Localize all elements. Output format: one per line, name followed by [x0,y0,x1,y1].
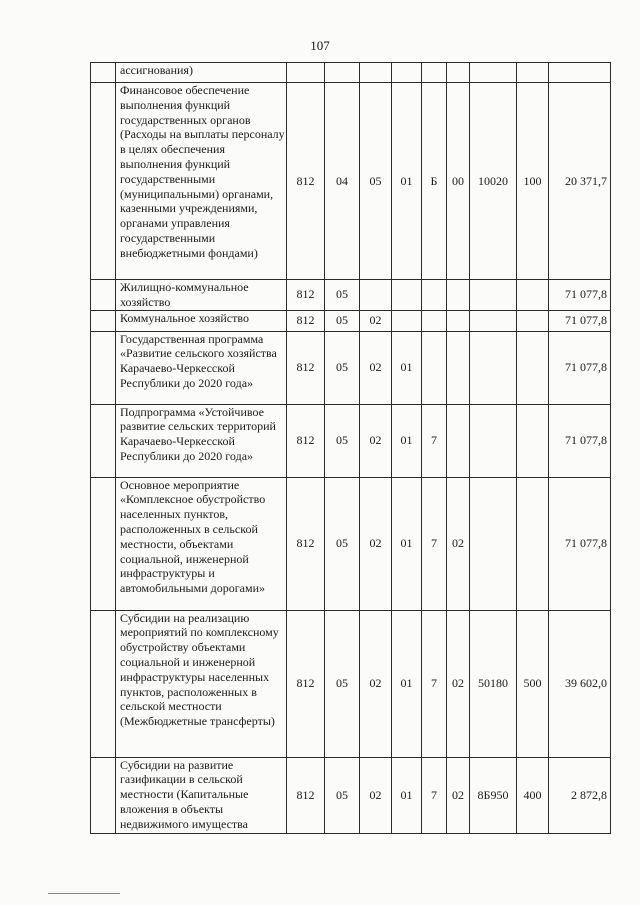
expense-name-cell: Основное мероприятие «Комплексное обустройство населенных пунктов, расположенных в сельской местности, объектами социальной, инженерной инфраструктуры и автомобильными дорогами» [116,477,287,610]
code-section-cell: 04 [325,83,360,280]
code-section-cell: 05 [325,477,360,610]
budget-table [90,62,611,834]
code-program-cell: 01 [392,477,422,610]
expense-name-cell: Подпрограмма «Устойчивое развитие сельских территорий Карачаево-Черкесской Республики до 2020 года» [116,404,287,477]
code-expense-type-cell [517,310,549,331]
code-program-cell: 01 [392,610,422,757]
row-margin-cell [91,331,116,404]
code-direction-cell: 8Б950 [470,757,517,833]
code-subsection-cell: 02 [360,757,392,833]
code-main-event-cell: 00 [447,83,470,280]
code-subprogram-cell [422,310,447,331]
code-main-event-cell [447,280,470,311]
code-direction-cell [470,280,517,311]
code-section-cell: 05 [325,310,360,331]
table-row [91,757,611,833]
code-subsection-cell: 02 [360,310,392,331]
amount-cell: 39 602,0 [549,610,611,757]
code-subprogram-cell: 7 [422,477,447,610]
code-direction-cell [470,477,517,610]
expense-name-cell: Субсидии на реализацию мероприятий по комплексному обустройству объектами социальной и инженерной инфраструктуры населенных пунктов, расположенных в сельской местности (Межбюджетные трансферты) [116,610,287,757]
code-expense-type-cell [517,477,549,610]
table-row [91,83,611,280]
expense-name-cell: Коммунальное хозяйство [116,310,287,331]
code-ministry-cell: 812 [287,610,325,757]
code-subprogram-cell: 7 [422,757,447,833]
code-expense-type-cell: 500 [517,610,549,757]
code-ministry-cell: 812 [287,477,325,610]
code-program-cell: 01 [392,331,422,404]
code-direction-cell: 10020 [470,83,517,280]
amount-cell: 71 077,8 [549,477,611,610]
code-program-cell [392,280,422,311]
code-main-event-cell: 02 [447,477,470,610]
code-subprogram-cell [422,63,447,83]
code-direction-cell [470,331,517,404]
code-ministry-cell: 812 [287,280,325,311]
code-direction-cell [470,404,517,477]
table-row [91,280,611,311]
code-program-cell: 01 [392,83,422,280]
code-subprogram-cell: Б [422,83,447,280]
amount-cell: 71 077,8 [549,310,611,331]
expense-name-cell: Субсидии на развитие газификации в сельской местности (Капитальные вложения в объекты недвижимого имущества [116,757,287,833]
row-margin-cell [91,404,116,477]
code-subsection-cell: 02 [360,477,392,610]
code-direction-cell: 50180 [470,610,517,757]
page-number: 107 [310,38,330,53]
amount-cell: 71 077,8 [549,404,611,477]
code-main-event-cell: 02 [447,610,470,757]
code-subsection-cell: 02 [360,610,392,757]
budget-table-body [91,63,611,834]
code-subsection-cell [360,63,392,83]
code-section-cell: 05 [325,610,360,757]
code-subprogram-cell: 7 [422,610,447,757]
row-margin-cell [91,63,116,83]
scan-mark [48,893,120,894]
code-ministry-cell: 812 [287,331,325,404]
code-main-event-cell [447,331,470,404]
code-expense-type-cell [517,63,549,83]
code-ministry-cell: 812 [287,83,325,280]
table-row [91,331,611,404]
code-subsection-cell: 05 [360,83,392,280]
code-ministry-cell: 812 [287,310,325,331]
row-margin-cell [91,610,116,757]
code-section-cell: 05 [325,331,360,404]
code-section-cell: 05 [325,757,360,833]
row-margin-cell [91,310,116,331]
code-expense-type-cell [517,404,549,477]
code-subsection-cell: 02 [360,331,392,404]
code-subsection-cell [360,280,392,311]
code-ministry-cell [287,63,325,83]
code-main-event-cell [447,404,470,477]
code-direction-cell [470,63,517,83]
code-section-cell: 05 [325,280,360,311]
code-subsection-cell: 02 [360,404,392,477]
code-main-event-cell: 02 [447,757,470,833]
code-section-cell: 05 [325,404,360,477]
row-margin-cell [91,477,116,610]
code-program-cell: 01 [392,757,422,833]
code-subprogram-cell: 7 [422,404,447,477]
amount-cell [549,63,611,83]
row-margin-cell [91,83,116,280]
table-row [91,63,611,83]
amount-cell: 71 077,8 [549,280,611,311]
amount-cell: 71 077,8 [549,331,611,404]
code-expense-type-cell: 100 [517,83,549,280]
amount-cell: 20 371,7 [549,83,611,280]
code-ministry-cell: 812 [287,404,325,477]
code-subprogram-cell [422,331,447,404]
code-program-cell: 01 [392,404,422,477]
code-main-event-cell [447,63,470,83]
expense-name-cell: ассигнования) [116,63,287,83]
code-ministry-cell: 812 [287,757,325,833]
table-row [91,310,611,331]
expense-name-cell: Финансовое обеспечение выполнения функций государственных органов (Расходы на выплаты персоналу в целях обеспечения выполнения функций государственными (муниципальными) органами, казенными учреждениями, органами управления государственными внебюджетными фондами) [116,83,287,280]
code-program-cell [392,310,422,331]
table-row [91,610,611,757]
code-expense-type-cell [517,331,549,404]
code-direction-cell [470,310,517,331]
row-margin-cell [91,757,116,833]
code-expense-type-cell: 400 [517,757,549,833]
code-main-event-cell [447,310,470,331]
expense-name-cell: Государственная программа «Развитие сельского хозяйства Карачаево-Черкесской Республики до 2020 года» [116,331,287,404]
code-expense-type-cell [517,280,549,311]
code-subprogram-cell [422,280,447,311]
amount-cell: 2 872,8 [549,757,611,833]
expense-name-cell: Жилищно-коммунальное хозяйство [116,280,287,311]
code-program-cell [392,63,422,83]
table-row [91,477,611,610]
row-margin-cell [91,280,116,311]
table-row [91,404,611,477]
code-section-cell [325,63,360,83]
